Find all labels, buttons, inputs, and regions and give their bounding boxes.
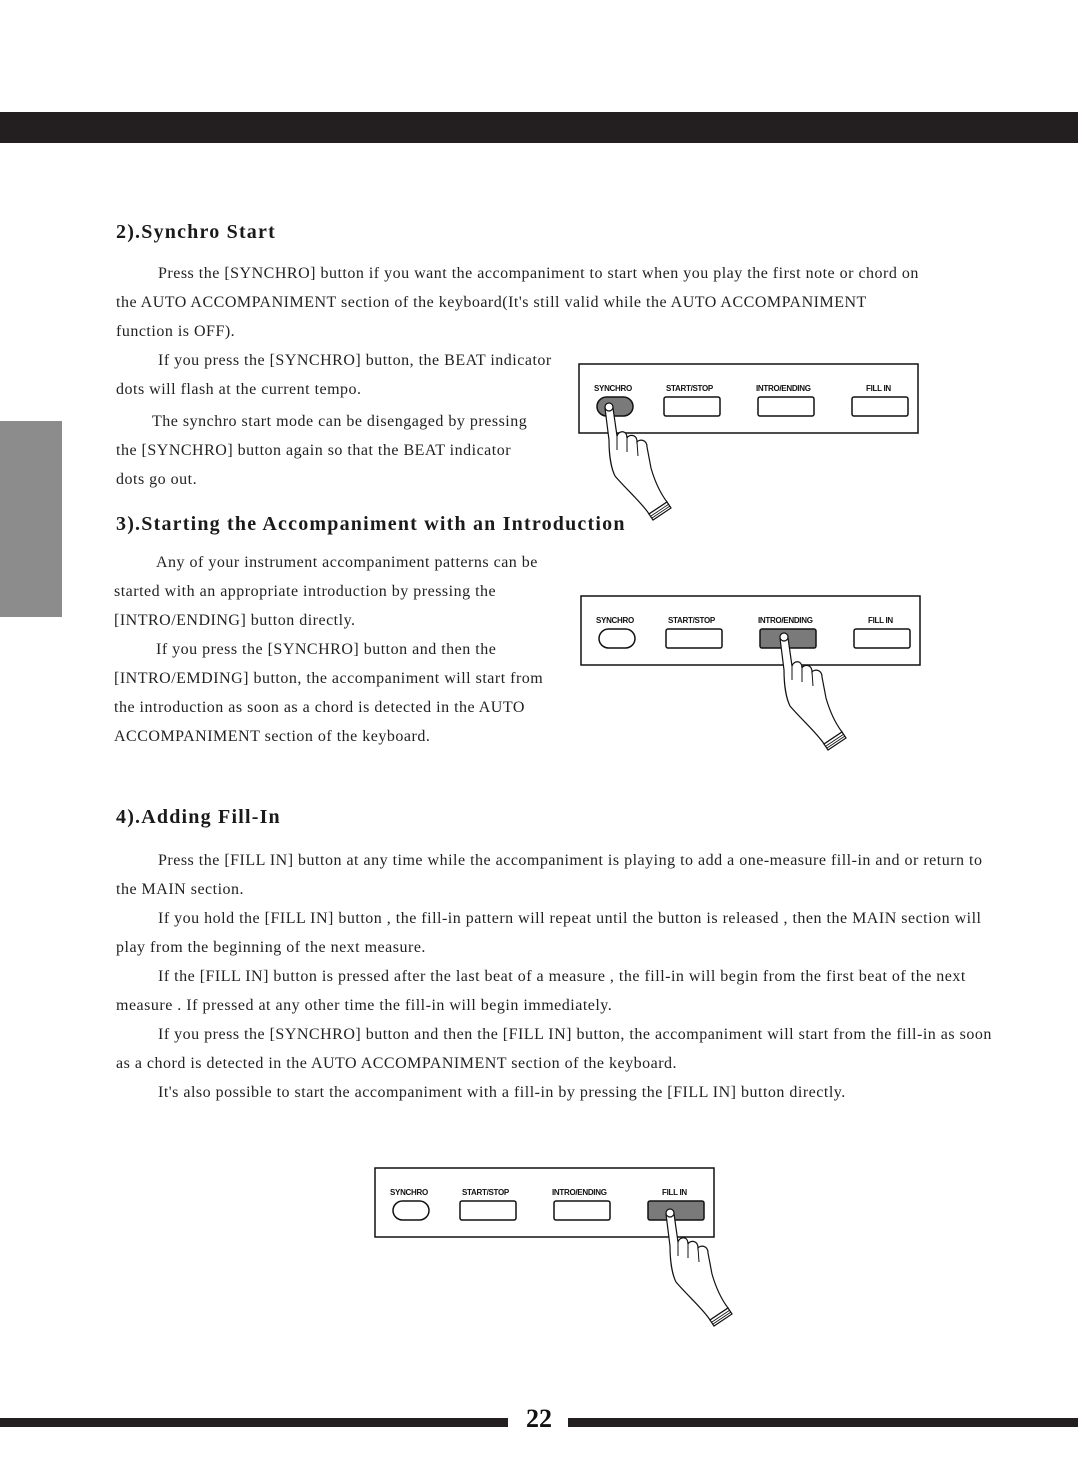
control-panel-synchro <box>578 363 919 498</box>
control-panel-fill-in <box>374 1167 715 1312</box>
synchro-label: SYNCHRO <box>594 384 632 393</box>
control-panel-intro <box>580 595 921 730</box>
fill-in-label: FILL IN <box>662 1188 687 1197</box>
fillin-paragraph-3: If the [FILL IN] button is pressed after the last beat of a measure , the fill-in will begin from the first beat of the next measure . If pressed at any other time the fill-in will begin immediately. <box>116 968 966 1014</box>
section-title-intro: 3).Starting the Accompaniment with an Introduction <box>116 513 626 535</box>
intro-ending-button[interactable] <box>758 397 814 416</box>
start-stop-label: START/STOP <box>668 616 715 625</box>
fill-in-button[interactable] <box>648 1201 704 1220</box>
section-title-fill-in: 4).Adding Fill-In <box>116 806 281 828</box>
fill-in-label: FILL IN <box>866 384 891 393</box>
fillin-paragraph-1: Press the [FILL IN] button at any time while the accompaniment is playing to add a one-measure fill-in and or return to the MAIN section. <box>116 852 983 898</box>
synchro-paragraph-2: If you press the [SYNCHRO] button, the BEAT indicator dots will flash at the current tempo. <box>116 352 552 398</box>
start-stop-button[interactable] <box>460 1201 516 1220</box>
panel-drawing <box>578 363 919 498</box>
footer-rule-left <box>0 1418 508 1427</box>
intro-ending-label: INTRO/ENDING <box>756 384 811 393</box>
page-number: 22 <box>526 1404 552 1433</box>
fillin-paragraph-5: It's also possible to start the accompaniment with a fill-in by pressing the [FILL IN] button directly. <box>158 1084 846 1101</box>
header-bar <box>0 112 1078 143</box>
section-title-synchro-start: 2).Synchro Start <box>116 221 276 243</box>
intro-ending-label: INTRO/ENDING <box>758 616 813 625</box>
start-stop-button[interactable] <box>664 397 720 416</box>
synchro-label: SYNCHRO <box>390 1188 428 1197</box>
start-stop-label: START/STOP <box>462 1188 509 1197</box>
intro-ending-button[interactable] <box>554 1201 610 1220</box>
intro-ending-label: INTRO/ENDING <box>552 1188 607 1197</box>
fill-in-button[interactable] <box>854 629 910 648</box>
intro-paragraph-1: Any of your instrument accompaniment patterns can be started with an appropriate introduction by pressing the [INTRO/ENDING] button directly. <box>114 554 538 629</box>
start-stop-label: START/STOP <box>666 384 713 393</box>
footer-rule-right <box>568 1418 1078 1427</box>
chapter-side-tab <box>0 421 62 617</box>
synchro-button[interactable] <box>597 397 633 416</box>
fillin-paragraph-4: If you press the [SYNCHRO] button and then the [FILL IN] button, the accompaniment will start from the fill-in as soon as a chord is detected in the AUTO ACCOMPANIMENT section of the keyboard. <box>116 1026 992 1072</box>
synchro-paragraph-3: The synchro start mode can be disengaged by pressing the [SYNCHRO] button again so that the BEAT indicator dots go out. <box>116 413 528 488</box>
panel-drawing <box>580 595 921 730</box>
synchro-button[interactable] <box>393 1201 429 1220</box>
fillin-paragraph-2: If you hold the [FILL IN] button , the fill-in pattern will repeat until the button is released , then the MAIN section will play from the beginning of the next measure. <box>116 910 982 956</box>
synchro-paragraph-1: Press the [SYNCHRO] button if you want the accompaniment to start when you play the first note or chord on the AUTO ACCOMPANIMENT section of the keyboard(It's still valid while the AUTO ACCOMPANIMENT function is OFF). <box>116 265 919 340</box>
start-stop-button[interactable] <box>666 629 722 648</box>
synchro-label: SYNCHRO <box>596 616 634 625</box>
fill-in-button[interactable] <box>852 397 908 416</box>
synchro-button[interactable] <box>599 629 635 648</box>
panel-drawing <box>374 1167 715 1312</box>
fill-in-label: FILL IN <box>868 616 893 625</box>
intro-paragraph-2: If you press the [SYNCHRO] button and then the [INTRO/EMDING] button, the accompaniment will start from the introduction as soon as a chord is detected in the AUTO ACCOMPANIMENT section of the keyboard. <box>114 641 544 745</box>
